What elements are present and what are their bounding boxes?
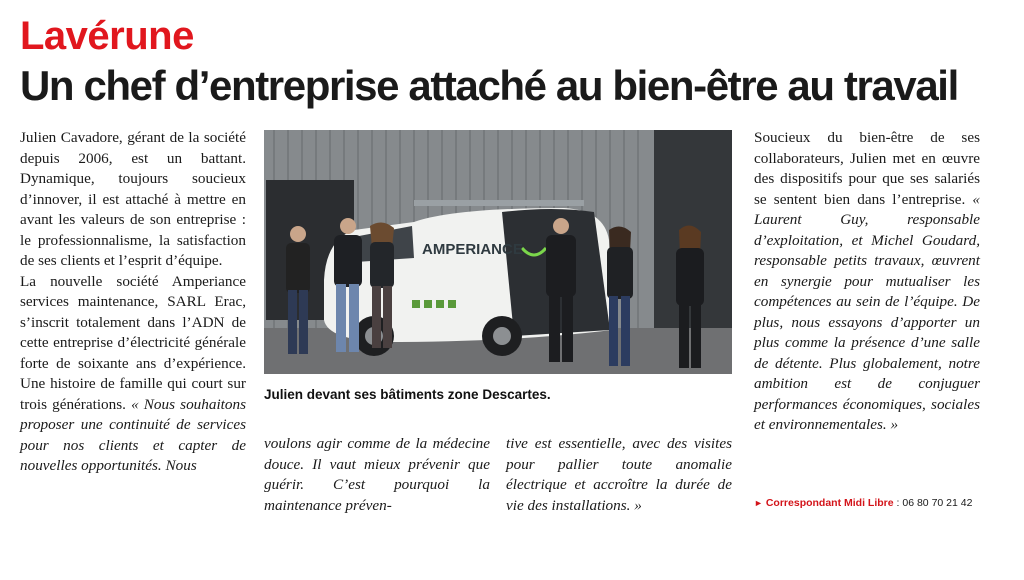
quote-wellbeing: « Laurent Guy, responsable d’exploitation, et Michel Goudard, responsable petits travaux, œuvrent en synergie pour mutualiser les compétences au sein de l’équipe. De plus, nous essayons d’apporter un plus comme la présence d’une salle de détente. Plus globalement, notre ambition est de conjuguer performances économiques, sociales et environnementales. »	[754, 190, 980, 433]
photo-illustration	[264, 130, 732, 374]
article-kicker: Lavérune	[20, 14, 194, 58]
article-column-3	[506, 434, 732, 516]
photo-caption: Julien devant ses bâtiments zone Descartes.	[264, 387, 551, 402]
quote-start: « Nous souhaitons proposer une continuité de services pour nos clients et capter de nouvelles opportunités. Nous	[20, 395, 246, 474]
article-column-4	[754, 128, 980, 436]
paragraph-wellbeing-text: Soucieux du bien-être de ses collaborateurs, Julien met en œuvre des dispositifs pour que ses salariés se sentent bien dans l’entreprise.	[754, 129, 980, 208]
article-column-2	[264, 434, 490, 516]
quote-continued-1: voulons agir comme de la médecine douce. Il vaut mieux prévenir que guérir. C’est pourquoi la maintenance préven-	[264, 435, 490, 514]
quote-continued-2: tive est essentielle, avec des visites pour pallier toute anomalie électrique et accroître la durée de vie des installations. »	[506, 435, 732, 514]
paragraph-intro: Julien Cavadore, gérant de la société depuis 2006, est un battant. Dynamique, toujours soucieux d’innover, il est attaché à mettre en avant les valeurs de son entreprise : le professionnalisme, la satisfaction de ses clients et l’esprit d’équipe.	[20, 129, 246, 269]
arrow-icon: ►	[754, 498, 763, 508]
article-column-1	[20, 128, 246, 477]
paragraph-company-text: La nouvelle société Amperiance services maintenance, SARL Erac, s’inscrit totalement dans l’ADN de cette entreprise d’électricité générale forte de soixante ans d’expérience. Une histoire de famille qui court sur trois générations.	[20, 272, 246, 413]
article-photo	[264, 130, 732, 374]
roof-rack	[414, 200, 584, 206]
van-brand-text: AMPERIANCE	[422, 241, 523, 258]
van-wheel-rear-hub	[493, 327, 511, 345]
paragraph-company	[20, 272, 246, 477]
article-headline: Un chef d’entreprise attaché au bien-être au travail	[20, 62, 958, 109]
credit-separator: :	[893, 497, 903, 509]
correspondent-credit	[754, 496, 994, 510]
credit-phone: 06 80 70 21 42	[902, 497, 973, 509]
credit-label: Correspondant Midi Libre	[765, 497, 894, 509]
paragraph-wellbeing	[754, 128, 980, 436]
